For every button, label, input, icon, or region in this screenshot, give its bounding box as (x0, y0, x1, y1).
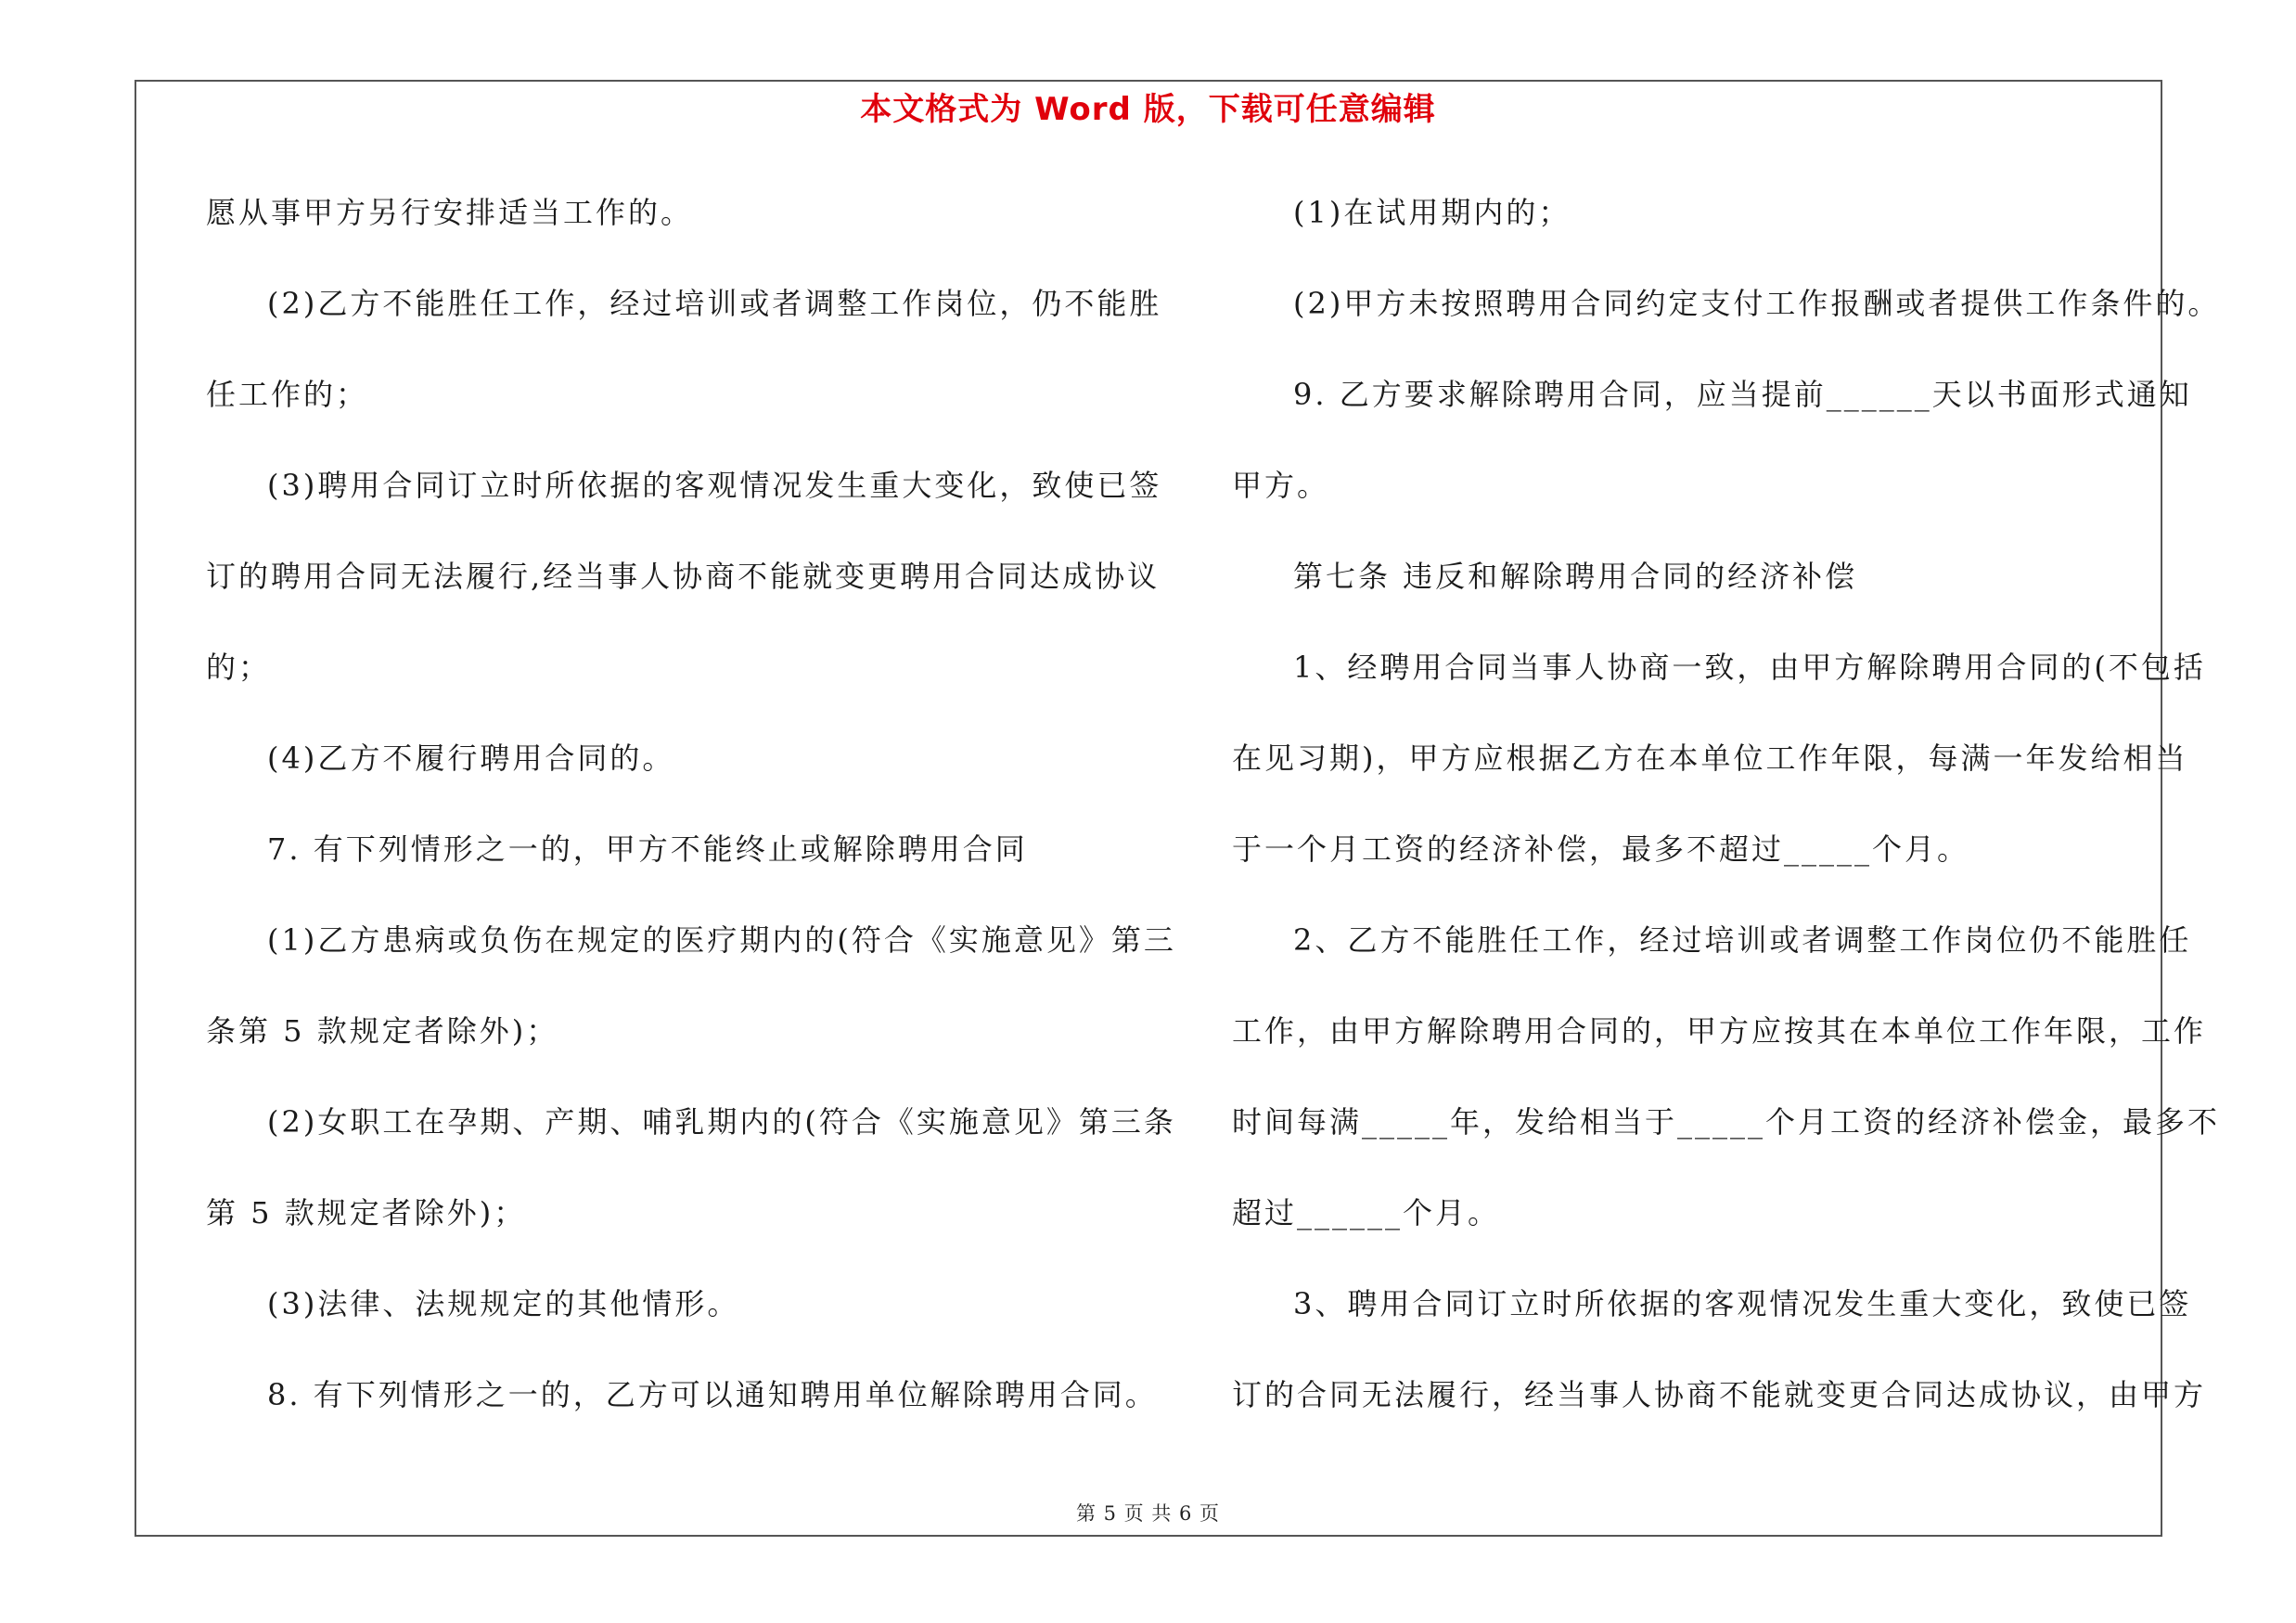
paragraph-line: (2)乙方不能胜任工作，经过培训或者调整工作岗位，仍不能胜 (267, 286, 1162, 321)
paragraph-line: (3)聘用合同订立时所依据的客观情况发生重大变化，致使已签 (267, 468, 1162, 503)
paragraph-line: 第 5 款规定者除外)； (206, 1195, 527, 1230)
paragraph-line: 条第 5 款规定者除外)； (206, 1013, 559, 1049)
paragraph-line: (2)女职工在孕期、产期、哺乳期内的(符合《实施意见》第三条 (267, 1104, 1176, 1140)
paragraph-line: 甲方。 (1232, 468, 1330, 503)
paragraph-line: (2)甲方未按照聘用合同约定支付工作报酬或者提供工作条件的。 (1293, 286, 2221, 321)
paragraph-line: 7. 有下列情形之一的，甲方不能终止或解除聘用合同 (267, 831, 1028, 867)
paragraph-line: (3)法律、法规规定的其他情形。 (267, 1286, 740, 1321)
paragraph-line: (1)在试用期内的； (1293, 195, 1571, 230)
paragraph-line: 任工作的； (206, 377, 369, 412)
paragraph-line: 时间每满_____年，发给相当于_____个月工资的经济补偿金，最多不 (1232, 1104, 2221, 1140)
left-text-column (206, 184, 1176, 1457)
page-number: 第 5 页 共 6 页 (1075, 1502, 1221, 1525)
right-text-column (1232, 184, 2221, 1457)
paragraph-line: 2、乙方不能胜任工作，经过培训或者调整工作岗位仍不能胜任 (1293, 922, 2192, 958)
paragraph-line: 于一个月工资的经济补偿，最多不超过_____个月。 (1232, 831, 1970, 867)
paragraph-line: (4)乙方不履行聘用合同的。 (267, 741, 675, 776)
paragraph-line: 订的合同无法履行，经当事人协商不能就变更合同达成协议，由甲方 (1232, 1377, 2207, 1412)
paragraph-line: 超过______个月。 (1232, 1195, 1501, 1230)
paragraph-line: 订的聘用合同无法履行,经当事人协商不能就变更聘用合同达成协议 (206, 559, 1161, 594)
paragraph-line: (1)乙方患病或负伤在规定的医疗期内的(符合《实施意见》第三 (267, 922, 1176, 958)
paragraph-line: 工作，由甲方解除聘用合同的，甲方应按其在本单位工作年限，工作 (1232, 1013, 2207, 1049)
paragraph-line: 3、聘用合同订立时所依据的客观情况发生重大变化，致使已签 (1293, 1286, 2192, 1321)
paragraph-line: 的； (206, 650, 272, 685)
paragraph-line: 1、经聘用合同当事人协商一致，由甲方解除聘用合同的(不包括 (1293, 650, 2206, 685)
paragraph-line: 愿从事甲方另行安排适当工作的。 (206, 195, 694, 230)
paragraph-line: 8. 有下列情形之一的，乙方可以通知聘用单位解除聘用合同。 (267, 1377, 1158, 1412)
format-banner: 本文格式为 Word 版，下载可任意编辑 (860, 91, 1436, 128)
paragraph-line: 第七条 违反和解除聘用合同的经济补偿 (1293, 559, 1858, 594)
paragraph-line: 在见习期)，甲方应根据乙方在本单位工作年限，每满一年发给相当 (1232, 741, 2188, 776)
paragraph-line: 9. 乙方要求解除聘用合同，应当提前______天以书面形式通知 (1293, 377, 2192, 412)
